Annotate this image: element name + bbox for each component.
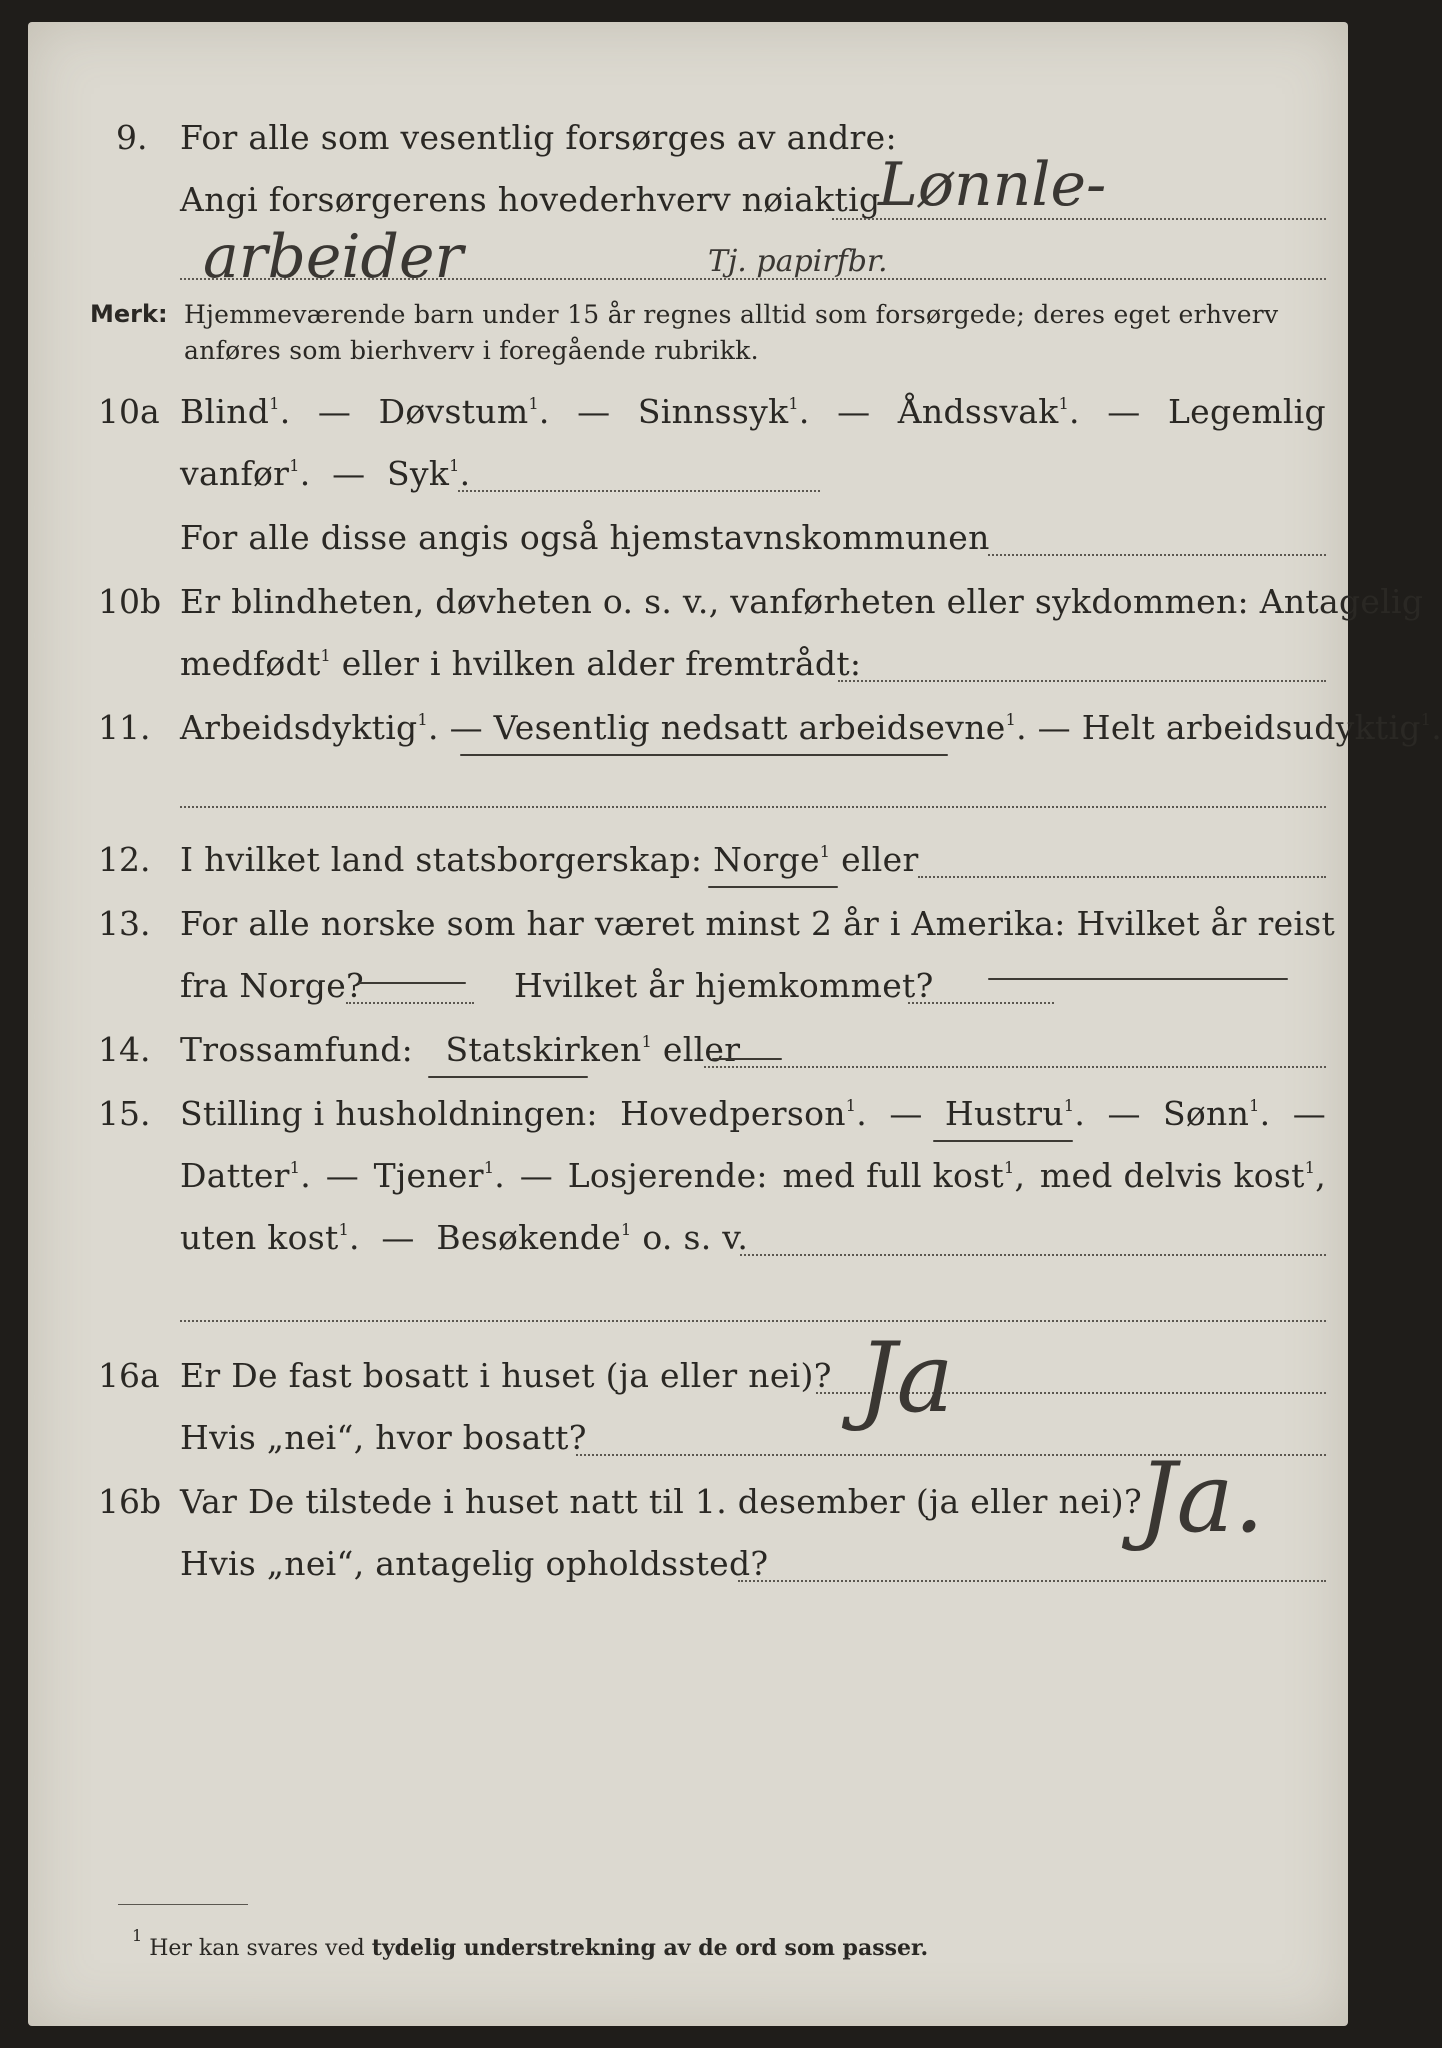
q12-norge: Norge$^1$ [713,840,831,879]
q9-line1: For alle som vesentlig forsørges av andre: [180,118,897,157]
q15-full-kost: med full kost$^1$, [782,1156,1026,1195]
q15-hustru: Hustru$^1$. [944,1094,1086,1133]
q13-answer-line2 [908,1002,1054,1004]
q14-answer-line [704,1066,1326,1068]
q15-delvis-kost: med delvis kost$^1$, [1039,1156,1326,1195]
q16a-line2: Hvis „nei“, hvor bosatt? [180,1418,587,1457]
merk-label: Merk: [90,300,168,328]
q13-line2b: Hvilket år hjemkommet? [514,966,934,1005]
q15-line2: Datter$^1$. — Tjener$^1$. — Losjerende: med full kost$^1$, med delvis kost$^1$, [180,1156,1326,1195]
q15-number: 15. [98,1094,151,1133]
q9-line2: Angi forsørgerens hovederhverv nøiaktig [180,180,881,219]
q15-line1: Stilling i husholdningen: Hovedperson$^1$. — Hustru$^1$. — Sønn$^1$. — [180,1094,1326,1133]
q10a-legemlig: Legemlig [1167,392,1326,431]
q13-line2a: fra Norge? [180,966,365,1005]
footnote-rule [118,1904,248,1905]
q15-tjener: Tjener$^1$. [373,1156,506,1195]
q14-statskirken: Statskirken$^1$ [445,1030,653,1069]
q16b-line2: Hvis „nei“, antagelig opholdssted? [180,1544,769,1583]
q10b-number: 10b [98,582,162,621]
merk-line2: anføres som bierhverv i foregående rubrikk. [184,336,759,365]
q12-line: I hvilket land statsborgerskap: Norge$^1$ eller [180,840,919,879]
q15-underline-mark [933,1140,1073,1142]
q11-number: 11. [98,708,151,747]
q14-handwritten-dash [712,1058,782,1060]
q15-datter: Datter$^1$. [180,1156,312,1195]
q13-answer-line1 [346,1002,474,1004]
q16a-handwritten-answer: Ja [858,1322,954,1434]
q11-underline-mark [460,754,948,756]
footnote: $^1$ Her kan svares ved tydelig understrekning av de ord som passer. [132,1926,929,1961]
q13-line1: For alle norske som har været minst 2 år i Amerika: Hvilket år reist [180,904,1336,943]
q9-handwritten-answer1: Lønnle- [878,150,1107,220]
q9-handwritten-answer2: arbeider [203,222,464,292]
q10a-answer-line1 [458,490,820,492]
merk-line1: Hjemmeværende barn under 15 år regnes alltid som forsørgede; deres eget erhverv [184,300,1279,329]
q10a-blind: Blind$^1$. [180,392,291,431]
q12-number: 12. [98,840,151,879]
q15-uten-kost: uten kost$^1$. [180,1218,360,1257]
q15-hovedperson: Hovedperson$^1$. [620,1094,868,1133]
q10a-line3: For alle disse angis også hjemstavnskommunen [180,518,990,557]
q12-answer-line [918,876,1326,878]
q10a-andssvak: Åndssvak$^1$. [897,392,1080,431]
q10a-sinnssyk: Sinnssyk$^1$. [637,392,810,431]
census-form-page [28,22,1442,2026]
q10b-line1: Er blindheten, døvheten o. s. v., vanførheten eller sykdommen: Antagelig [180,582,1424,621]
q15-answer-line2 [180,1320,1326,1322]
q15-answer-line1 [740,1254,1326,1256]
q14-line: Trossamfund: Statskirken$^1$ eller [180,1030,741,1069]
q11-helt-arbeidsudyktig: Helt arbeidsudyktig$^1$. [1081,708,1442,747]
q10a-number: 10a [98,392,160,431]
q16a-number: 16a [98,1356,160,1395]
q14-underline-mark [428,1076,588,1078]
q12-underline-mark [708,886,838,888]
q15-sonn: Sønn$^1$. [1162,1094,1271,1133]
q13-number: 13. [98,904,151,943]
q16b-handwritten-answer: Ja. [1138,1442,1265,1554]
q16a-line1: Er De fast bosatt i huset (ja eller nei)? [180,1356,832,1395]
q10a-vanfor: vanfør$^1$. [180,454,311,493]
q10b-line2: medfødt$^1$ eller i hvilken alder fremtrådt: [180,644,862,683]
q15-besokende: Besøkende$^1$ [436,1218,632,1257]
q10a-answer-line2 [988,554,1326,556]
q10a-syk: Syk$^1$. [387,454,471,493]
q10a-line1: Blind$^1$. — Døvstum$^1$. — Sinnssyk$^1$. — Åndssvak$^1$. — Legemlig [180,392,1326,431]
q9-number: 9. [116,118,148,157]
q16b-number: 16b [98,1482,162,1521]
q9-handwritten-answer3: Tj. papirfbr. [708,244,888,279]
q15-line3: uten kost$^1$. — Besøkende$^1$ o. s. v. [180,1218,749,1257]
q10b-medfodt: medfødt$^1$ [180,644,331,683]
q16b-line1: Var De tilstede i huset natt til 1. desember (ja eller nei)? [180,1482,1142,1521]
q13-handwritten-dash1 [358,982,466,984]
q16b-answer-line [738,1580,1326,1582]
q10b-answer-line [838,680,1326,682]
q11-arbeidsdyktig: Arbeidsdyktig$^1$. [180,708,439,747]
q11-line: Arbeidsdyktig$^1$. — Vesentlig nedsatt arbeidsevne$^1$. — Helt arbeidsudyktig$^1$. [180,708,1442,747]
q10a-line2: vanfør$^1$. — Syk$^1$. [180,454,471,493]
q14-number: 14. [98,1030,151,1069]
q11-answer-line [180,806,1326,808]
q10a-dovstum: Døvstum$^1$. [378,392,550,431]
q11-vesentlig-nedsatt: Vesentlig nedsatt arbeidsevne$^1$. [493,708,1027,747]
q13-handwritten-dash2 [988,978,1288,980]
